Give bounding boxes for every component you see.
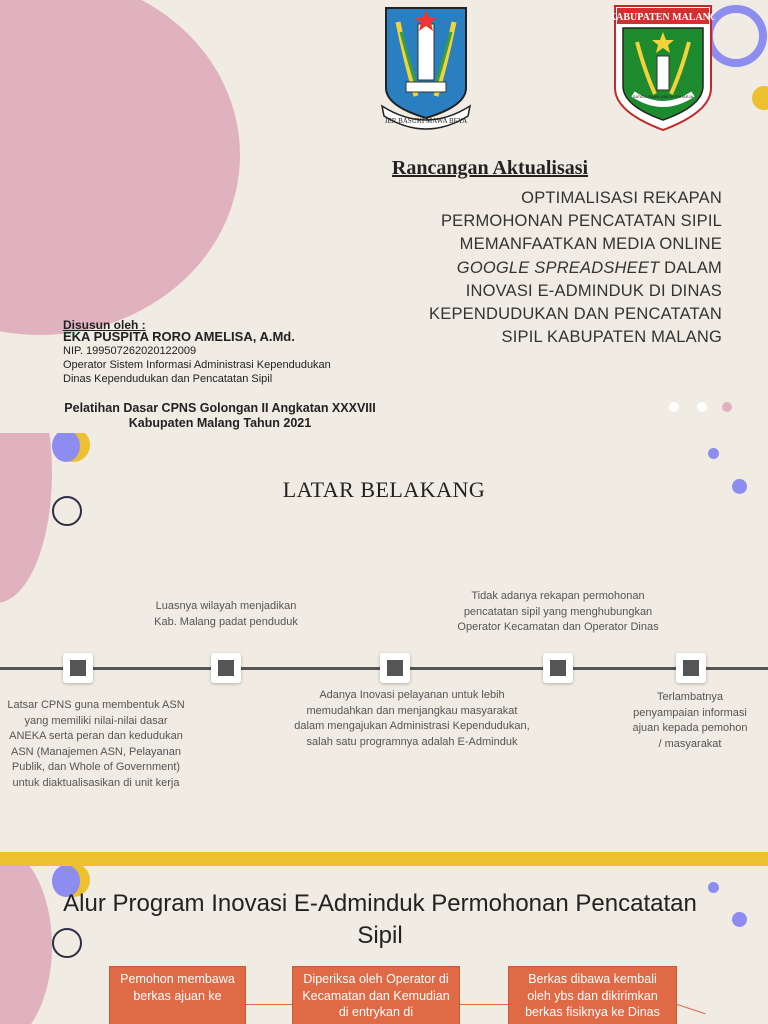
decor-yellow-dot — [752, 86, 768, 110]
decor-purple-dot — [708, 882, 719, 893]
decor-purple-dot — [732, 912, 747, 927]
decor-pink-circle — [0, 866, 52, 1024]
flow-arrow — [677, 1004, 706, 1014]
logo-right-banner: KABUPATEN MALANG — [611, 12, 715, 23]
decor-pink-circle-large — [0, 0, 240, 335]
slide-divider — [0, 852, 768, 866]
timeline-node — [676, 653, 706, 683]
slide-flow — [0, 866, 768, 1024]
flow-arrow — [460, 1004, 508, 1005]
flow-title: Alur Program Inovasi E-Adminduk Permohonan Pencatatan Sipil — [63, 890, 697, 949]
kabupaten-malang-emblem-icon — [611, 2, 715, 132]
author-block — [63, 318, 331, 386]
logo-right-motto: SATATA GAMA KARTA RAHARJA — [632, 94, 694, 99]
timeline-text: Adanya Inovasi pelayanan untuk lebih memudahkan dan menjangkau masyarakat dalam mengajukan Administrasi Kependudukan, salah satu programnya adalah E-Adminduk — [294, 689, 530, 748]
timeline-text: Latsar CPNS guna membentuk ASN yang memiliki nilai-nilai dasar ANEKA serta peran dan kedudukan ASN (Manajemen ASN, Pelayanan Publik, dan Whole of Government) untuk diaktualisasikan di unit kerja — [7, 699, 185, 789]
author-office: Dinas Kependudukan dan Pencatatan Sipil — [63, 373, 273, 385]
decor-purple-dot — [708, 448, 719, 459]
timeline-node — [63, 653, 93, 683]
pager-dot-active — [722, 402, 732, 412]
flow-step: Pemohon membawa berkas ajuan ke — [109, 966, 246, 1024]
decor-pink-circle — [0, 433, 52, 603]
author-nip: NIP. 199507262020122009 — [63, 345, 197, 357]
timeline-text: Tidak adanya rekapan permohonan pencatatan sipil yang menghubungkan Operator Kecamatan dan Operator Dinas — [457, 590, 659, 633]
jawa-timur-emblem-icon — [376, 2, 476, 130]
subtitle-italic-term: GOOGLE SPREADSHEET — [456, 258, 660, 277]
author-name: EKA PUSPITA RORO AMELISA, A.Md. — [63, 329, 295, 344]
flow-step: Berkas dibawa kembali oleh ybs dan dikirimkan berkas fisiknya ke Dinas — [508, 966, 677, 1024]
presentation-type-title: Rancangan Aktualisasi — [391, 157, 589, 179]
pager-dot — [697, 402, 707, 412]
author-position: Operator Sistem Informasi Administrasi Kependudukan — [63, 359, 331, 371]
timeline-node — [543, 653, 573, 683]
logo-left-banner: JER BASUKI MAWA BEYA — [384, 117, 468, 125]
flow-step: Diperiksa oleh Operator di Kecamatan dan Kemudian di entrykan di — [292, 966, 460, 1024]
timeline-node — [211, 653, 241, 683]
slide-background — [0, 433, 768, 851]
timeline-text: Luasnya wilayah menjadikan Kab. Malang padat penduduk — [154, 600, 298, 628]
author-label: Disusun oleh : — [63, 318, 146, 332]
timeline-node — [380, 653, 410, 683]
training-info: Pelatihan Dasar CPNS Golongan II Angkatan XXXVIII Kabupaten Malang Tahun 2021 — [64, 401, 376, 430]
presentation-subtitle: OPTIMALISASI REKAPAN PERMOHONAN PENCATATAN SIPIL MEMANFAATKAN MEDIA ONLINE GOOGLE SPREADSHEET DALAM INOVASI E-ADMINDUK DI DINAS KEPENDUDUKAN DAN PENCATATAN SIPIL KABUPATEN MALANG — [429, 189, 722, 347]
timeline-text: Terlambatnya penyampaian informasi ajuan kepada pemohon / masyarakat — [632, 691, 748, 750]
slide-title — [0, 0, 768, 432]
section-title: LATAR BELAKANG — [282, 477, 486, 502]
pager-dot — [669, 402, 679, 412]
flow-arrow — [246, 1004, 292, 1005]
